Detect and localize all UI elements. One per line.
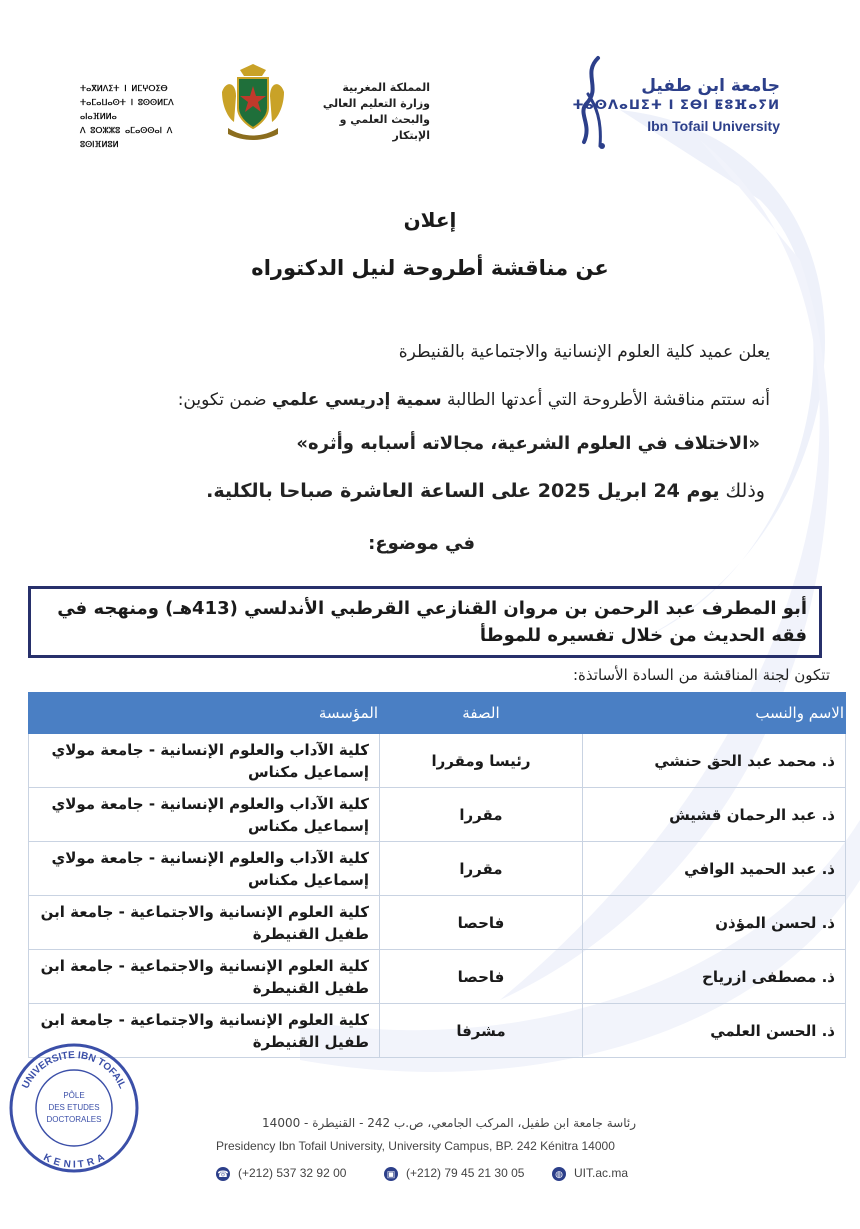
stamp-center-line-3: DOCTORALES [46, 1115, 102, 1124]
jury-institution: كلية الآداب والعلوم الإنسانية - جامعة مولاي إسماعيل مكناس [29, 734, 380, 788]
jury-name: ذ. محمد عبد الحق حنشي [583, 734, 846, 788]
jury-role: مقررا [380, 842, 583, 896]
ministry-line-2: وزارة التعليم العالي [322, 97, 430, 110]
table-row [29, 788, 846, 842]
stamp-top-text: UNIVERSITE IBN TOFAIL [20, 1049, 128, 1091]
jury-name: ذ. الحسن العلمي [583, 1004, 846, 1058]
contact-phone [216, 1166, 346, 1181]
footer-address-en: Presidency Ibn Tofail University, University Campus, BP. 242 Kénitra 14000 [216, 1139, 615, 1153]
jury-table [28, 692, 846, 1058]
student-name: سمية إدريسي علمي [272, 390, 442, 410]
header-institution: المؤسسة [29, 693, 380, 734]
contact-fax [384, 1166, 524, 1181]
phone-icon: ☎ [217, 1168, 229, 1179]
dean-announcement-line: يعلن عميد كلية العلوم الإنسانية والاجتماعية بالقنيطرة [398, 342, 770, 362]
jury-role: فاحصا [380, 896, 583, 950]
table-header-row [29, 693, 846, 734]
jury-role: مقررا [380, 788, 583, 842]
jury-name: ذ. عبد الحميد الوافي [583, 842, 846, 896]
table-row [29, 950, 846, 1004]
doctoral-studies-stamp [6, 1040, 142, 1176]
announcement-title: إعلان [403, 208, 457, 232]
phone-number: (+212) 537 32 92 00 [238, 1166, 347, 1180]
ministry-tz-line-3: ⴷ ⵓⵔⵣⵣⵓ ⴰⵎⴰⵙⵙⴰⵏ ⴷ ⵓⵙⵏⴼⵍⵓⵍ [80, 126, 173, 149]
date-line [206, 480, 765, 502]
contact-website[interactable] [552, 1166, 628, 1181]
student-line [178, 390, 770, 410]
fax-number: (+212) 79 45 21 30 05 [406, 1166, 525, 1180]
jury-institution: كلية العلوم الإنسانية والاجتماعية - جامعة ابن طفيل القنيطرة [29, 950, 380, 1004]
student-line-post: ضمن تكوين: [177, 390, 267, 410]
ministry-line-3: والبحث العلمي و الإبتكار [339, 113, 430, 142]
ministry-name-ar [300, 80, 430, 144]
jury-institution: كلية العلوم الإنسانية والاجتماعية - جامعة ابن طفيل القنيطرة [29, 1004, 380, 1058]
program-title: «الاختلاف في العلوم الشرعية، مجالاته أسبابه وأثره» [296, 433, 760, 454]
ministry-tz-line-2: ⵜⴰⵎⴰⵡⴰⵙⵜ ⵏ ⵓⵙⵙⵍⵎⴷ ⴰⵏⴰⴼⵍⵍⴰ [80, 98, 174, 121]
subject-label: في موضوع: [368, 533, 475, 554]
table-row [29, 1004, 846, 1058]
ministry-line-1: المملكة المغربية [342, 81, 430, 94]
jury-institution: كلية الآداب والعلوم الإنسانية - جامعة مولاي إسماعيل مكناس [29, 788, 380, 842]
moroccan-coat-of-arms-icon [218, 62, 288, 142]
website-link[interactable]: UIT.ac.ma [574, 1166, 629, 1180]
university-logo [560, 54, 780, 150]
jury-role: رئيسا ومقررا [380, 734, 583, 788]
university-name-en: Ibn Tofail University [647, 118, 780, 134]
thesis-subject-box: أبو المطرف عبد الرحمن بن مروان القنازعي القرطبي الأندلسي (413هـ) ومنهجه في فقه الحديث من خلال تفسيره للموطأ [28, 586, 822, 658]
table-row [29, 734, 846, 788]
jury-role: مشرفا [380, 1004, 583, 1058]
jury-name: ذ. مصطفى ازرياح [583, 950, 846, 1004]
date-line-pre: وذلك [725, 480, 765, 502]
header-name: الاسم والنسب [583, 693, 846, 734]
globe-icon: ◍ [552, 1167, 566, 1181]
student-line-pre: أنه ستتم مناقشة الأطروحة التي أعدتها الطالبة [447, 390, 770, 410]
jury-institution: كلية العلوم الإنسانية والاجتماعية - جامعة ابن طفيل القنيطرة [29, 896, 380, 950]
jury-name: ذ. لحسن المؤذن [583, 896, 846, 950]
stamp-center-line-2: DES ETUDES [48, 1103, 100, 1112]
table-row [29, 896, 846, 950]
jury-institution: كلية الآداب والعلوم الإنسانية - جامعة مولاي إسماعيل مكناس [29, 842, 380, 896]
ministry-name-tifinagh [80, 82, 210, 152]
committee-intro: تتكون لجنة المناقشة من السادة الأساتذة: [572, 666, 830, 684]
footer-address-ar: رئاسة جامعة ابن طفيل، المركب الجامعي، ص.ب 242 - القنيطرة - 14000 [262, 1116, 636, 1130]
stamp-bottom-text: KENITRA [41, 1152, 107, 1171]
table-row [29, 842, 846, 896]
jury-role: فاحصا [380, 950, 583, 1004]
jury-name: ذ. عبد الرحمان قشيش [583, 788, 846, 842]
header-role: الصفة [380, 693, 583, 734]
header [0, 50, 860, 150]
university-name-ar: جامعة ابن طفيل [641, 76, 780, 96]
announcement-subtitle: عن مناقشة أطروحة لنيل الدكتوراه [251, 256, 609, 280]
defense-date: يوم 24 ابريل 2025 على الساعة العاشرة صباحا بالكلية. [206, 480, 720, 502]
ministry-tz-line-1: ⵜⴰⴳⵍⴷⵉⵜ ⵏ ⵍⵎⵖⵔⵉⴱ [80, 84, 168, 93]
stamp-center-line-1: PÔLE [63, 1091, 85, 1100]
fax-icon: ▣ [384, 1167, 398, 1181]
university-name-tifinagh: ⵜⴰⵙⴷⴰⵡⵉⵜ ⵏ ⵉⴱⵏ ⵟⵓⴼⴰⵢⵍ [572, 98, 780, 113]
